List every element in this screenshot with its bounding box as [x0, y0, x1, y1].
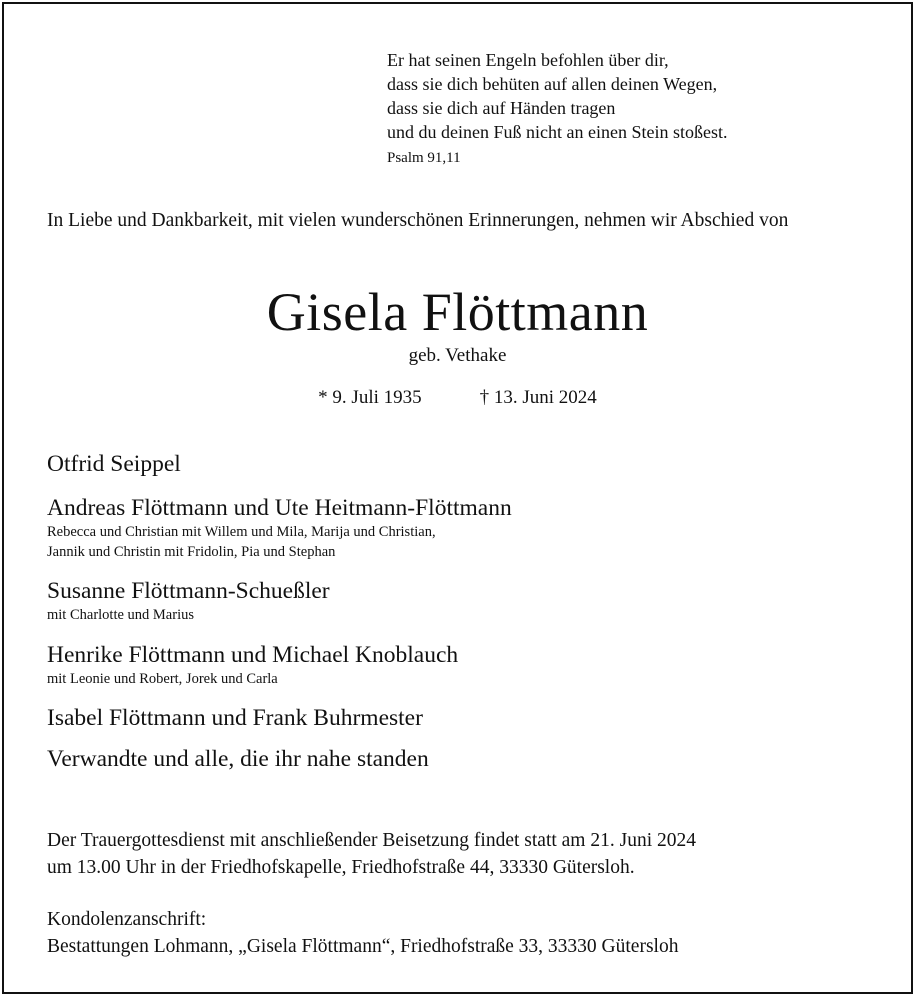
- mourners-list: [47, 450, 887, 789]
- verse-line: dass sie dich behüten auf allen deinen Wegen,: [387, 74, 718, 94]
- deceased-name: Gisela Flöttmann: [266, 282, 649, 342]
- funeral-service-info: [47, 827, 887, 881]
- mourner-entry: [47, 577, 887, 626]
- mourner-entry: [47, 494, 887, 562]
- verse-line: Er hat seinen Engeln befohlen über dir,: [387, 50, 669, 70]
- mourner-name: Otfrid Seippel: [47, 451, 181, 477]
- verse-line: dass sie dich auf Händen tragen: [387, 98, 616, 118]
- condolence-address: [47, 906, 887, 960]
- death-date: † 13. Juni 2024: [479, 387, 597, 408]
- mourner-entry: [47, 641, 887, 690]
- mourner-entry: [47, 704, 887, 733]
- life-dates: [4, 387, 911, 409]
- mourner-name: Verwandte und alle, die ihr nahe standen: [47, 746, 429, 772]
- mourner-name: Henrike Flöttmann und Michael Knoblauch: [47, 641, 459, 668]
- mourner-details: mit Leonie und Robert, Jorek und Carla: [47, 670, 278, 687]
- service-line: Der Trauergottesdienst mit anschließender Beisetzung findet statt am 21. Juni 2024: [47, 830, 696, 851]
- bible-verse: [387, 48, 887, 167]
- mourner-name: Andreas Flöttmann und Ute Heitmann-Flöttmann: [47, 495, 512, 521]
- mourner-name: Susanne Flöttmann-Schueßler: [47, 578, 330, 604]
- intro-text: In Liebe und Dankbarkeit, mit vielen wunderschönen Erinnerungen, nehmen wir Abschied von: [47, 210, 789, 231]
- mourner-entry: [47, 450, 887, 479]
- mourner-name: Isabel Flöttmann und Frank Buhrmester: [47, 705, 423, 731]
- verse-line: und du deinen Fuß nicht an einen Stein stoßest.: [387, 122, 728, 142]
- condolence-label: Kondolenzanschrift:: [47, 909, 207, 930]
- verse-source: Psalm 91,11: [387, 150, 461, 166]
- birth-name: geb. Vethake: [408, 345, 507, 366]
- mourner-entry: [47, 745, 887, 774]
- mourner-details: Jannik und Christin mit Fridolin, Pia und Stephan: [47, 543, 336, 560]
- service-line: um 13.00 Uhr in der Friedhofskapelle, Friedhofstraße 44, 33330 Gütersloh.: [47, 857, 635, 878]
- mourner-details: mit Charlotte und Marius: [47, 607, 194, 623]
- condolence-address-line: Bestattungen Lohmann, „Gisela Flöttmann“, Friedhofstraße 33, 33330 Gütersloh: [47, 936, 679, 957]
- obituary-notice: [2, 2, 913, 994]
- birth-date: * 9. Juli 1935: [318, 387, 422, 408]
- mourner-details: Rebecca und Christian mit Willem und Mila, Marija und Christian,: [47, 524, 436, 540]
